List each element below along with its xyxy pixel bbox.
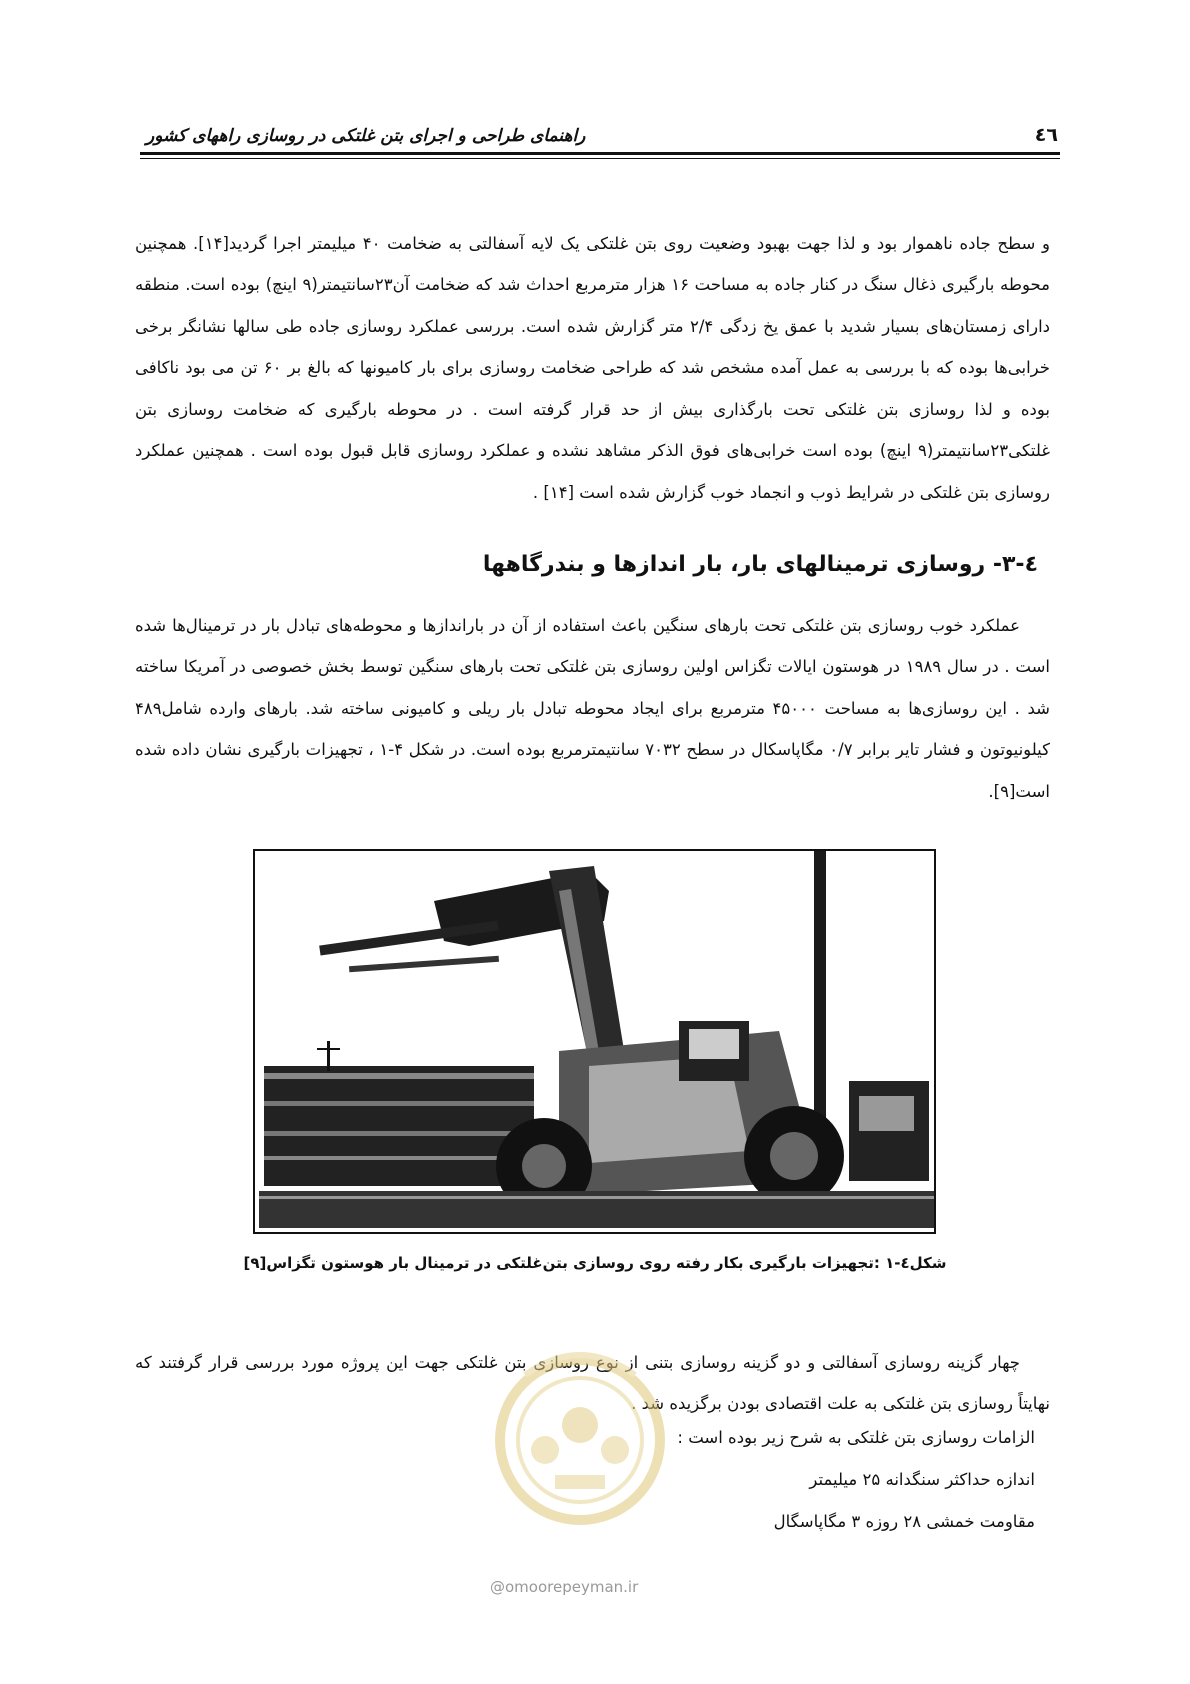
running-header xyxy=(140,122,1060,156)
header-rule-thick xyxy=(140,152,1060,155)
loading-equipment-photo xyxy=(259,851,934,1228)
paragraph-1: و سطح جاده ناهموار بود و لذا جهت بهبود وضعیت روی بتن غلتکی یک لایه آسفالتی به ضخامت ۴۰ میلیمتر اجرا گردید[۱۴]. همچنین محوطه بارگیری ذغال سنگ در کنار جاده به مساحت ۱۶ هزار مترمربع احداث شد که ضخامت آن۲۳سانتیمتر(۹ اینچ) بوده است. منطقه دارای زمستان‌های بسیار شدید با عمق یخ زدگی ۲/۴ متر گزارش شده است. بررسی عملکرد روسازی جاده طی سالها نشانگر برخی خرابی‌ها بوده که با بررسی به عمل آمده مشخص شد که طراحی ضخامت روسازی برای بار کامیونها که بالغ بر ۶۰ تن می بود ناکافی بوده و لذا روسازی بتن غلتکی تحت بارگذاری بیش از حد قرار گرفته است . در محوطه بارگیری که ضخامت روسازی بتن غلتکی۲۳سانتیمتر(۹ اینچ) بوده است خرابی‌های فوق الذکر مشاهد نشده و عملکرد روسازی قابل قبول بوده است . همچنین عملکرد روسازی بتن غلتکی در شرایط ذوب و انجماد خوب گزارش شده است [۱۴] . xyxy=(135,233,1050,502)
header-rule-thin xyxy=(140,158,1060,159)
requirement-max-aggregate: اندازه حداکثر سنگدانه ۲۵ میلیمتر xyxy=(809,1470,1035,1489)
paragraph-3: چهار گزینه روسازی آسفالتی و دو گزینه روسازی بتنی از نوع روسازی بتن غلتکی جهت این پروژه مورد بررسی قرار گرفتند که نهایتاً روسازی بتن غلتکی به علت اقتصادی بودن برگزیده شد . xyxy=(135,1352,1050,1413)
paragraph-2: عملکرد خوب روسازی بتن غلتکی تحت بارهای سنگین باعث استفاده از آن در باراندازها و محوطه‌های تبادل بار در ترمینال‌ها شده است . در سال ۱۹۸۹ در هوستون ایالات تگزاس اولین روسازی بتن غلتکی تحت بارهای سنگین توسط بخش خصوصی در آمریکا ساخته شد . این روسازی‌ها به مساحت ۴۵۰۰۰ مترمربع برای ایجاد محوطه تبادل بار ریلی و کامیونی ساخته شد. بارهای وارده شامل۴۸۹ کیلونیوتون و فشار تایر برابر ۰/۷ مگاپاسکال در سطح ۷۰۳۲ سانتیمترمربع بوده است. در شکل ۴-۱ ، تجهیزات بارگیری نشان داده شده است[۹]. xyxy=(135,615,1050,801)
requirements-intro: الزامات روسازی بتن غلتکی به شرح زیر بوده است : xyxy=(677,1428,1035,1447)
figure-caption: شکل٤-۱ :تجهیزات بارگیری بکار رفته روی روسازی بتن‌غلتکی در ترمینال بار هوستون تگزاس[۹] xyxy=(243,1254,947,1272)
section-heading: ٤-۳- روسازی ترمینالهای بار، بار اندازها و بندرگاهها xyxy=(482,552,1038,578)
page-number: ٤٦ xyxy=(1034,124,1058,146)
watermark-text: @omoorepeyman.ir xyxy=(490,1578,639,1596)
running-title: راهنمای طراحی و اجرای بتن غلتکی در روسازی راههای کشور xyxy=(146,126,586,146)
figure-photo-loading-equipment xyxy=(253,849,936,1234)
requirement-flexural-strength: مقاومت خمشی ۲۸ روزه ۳ مگاپاسگال xyxy=(773,1512,1035,1531)
